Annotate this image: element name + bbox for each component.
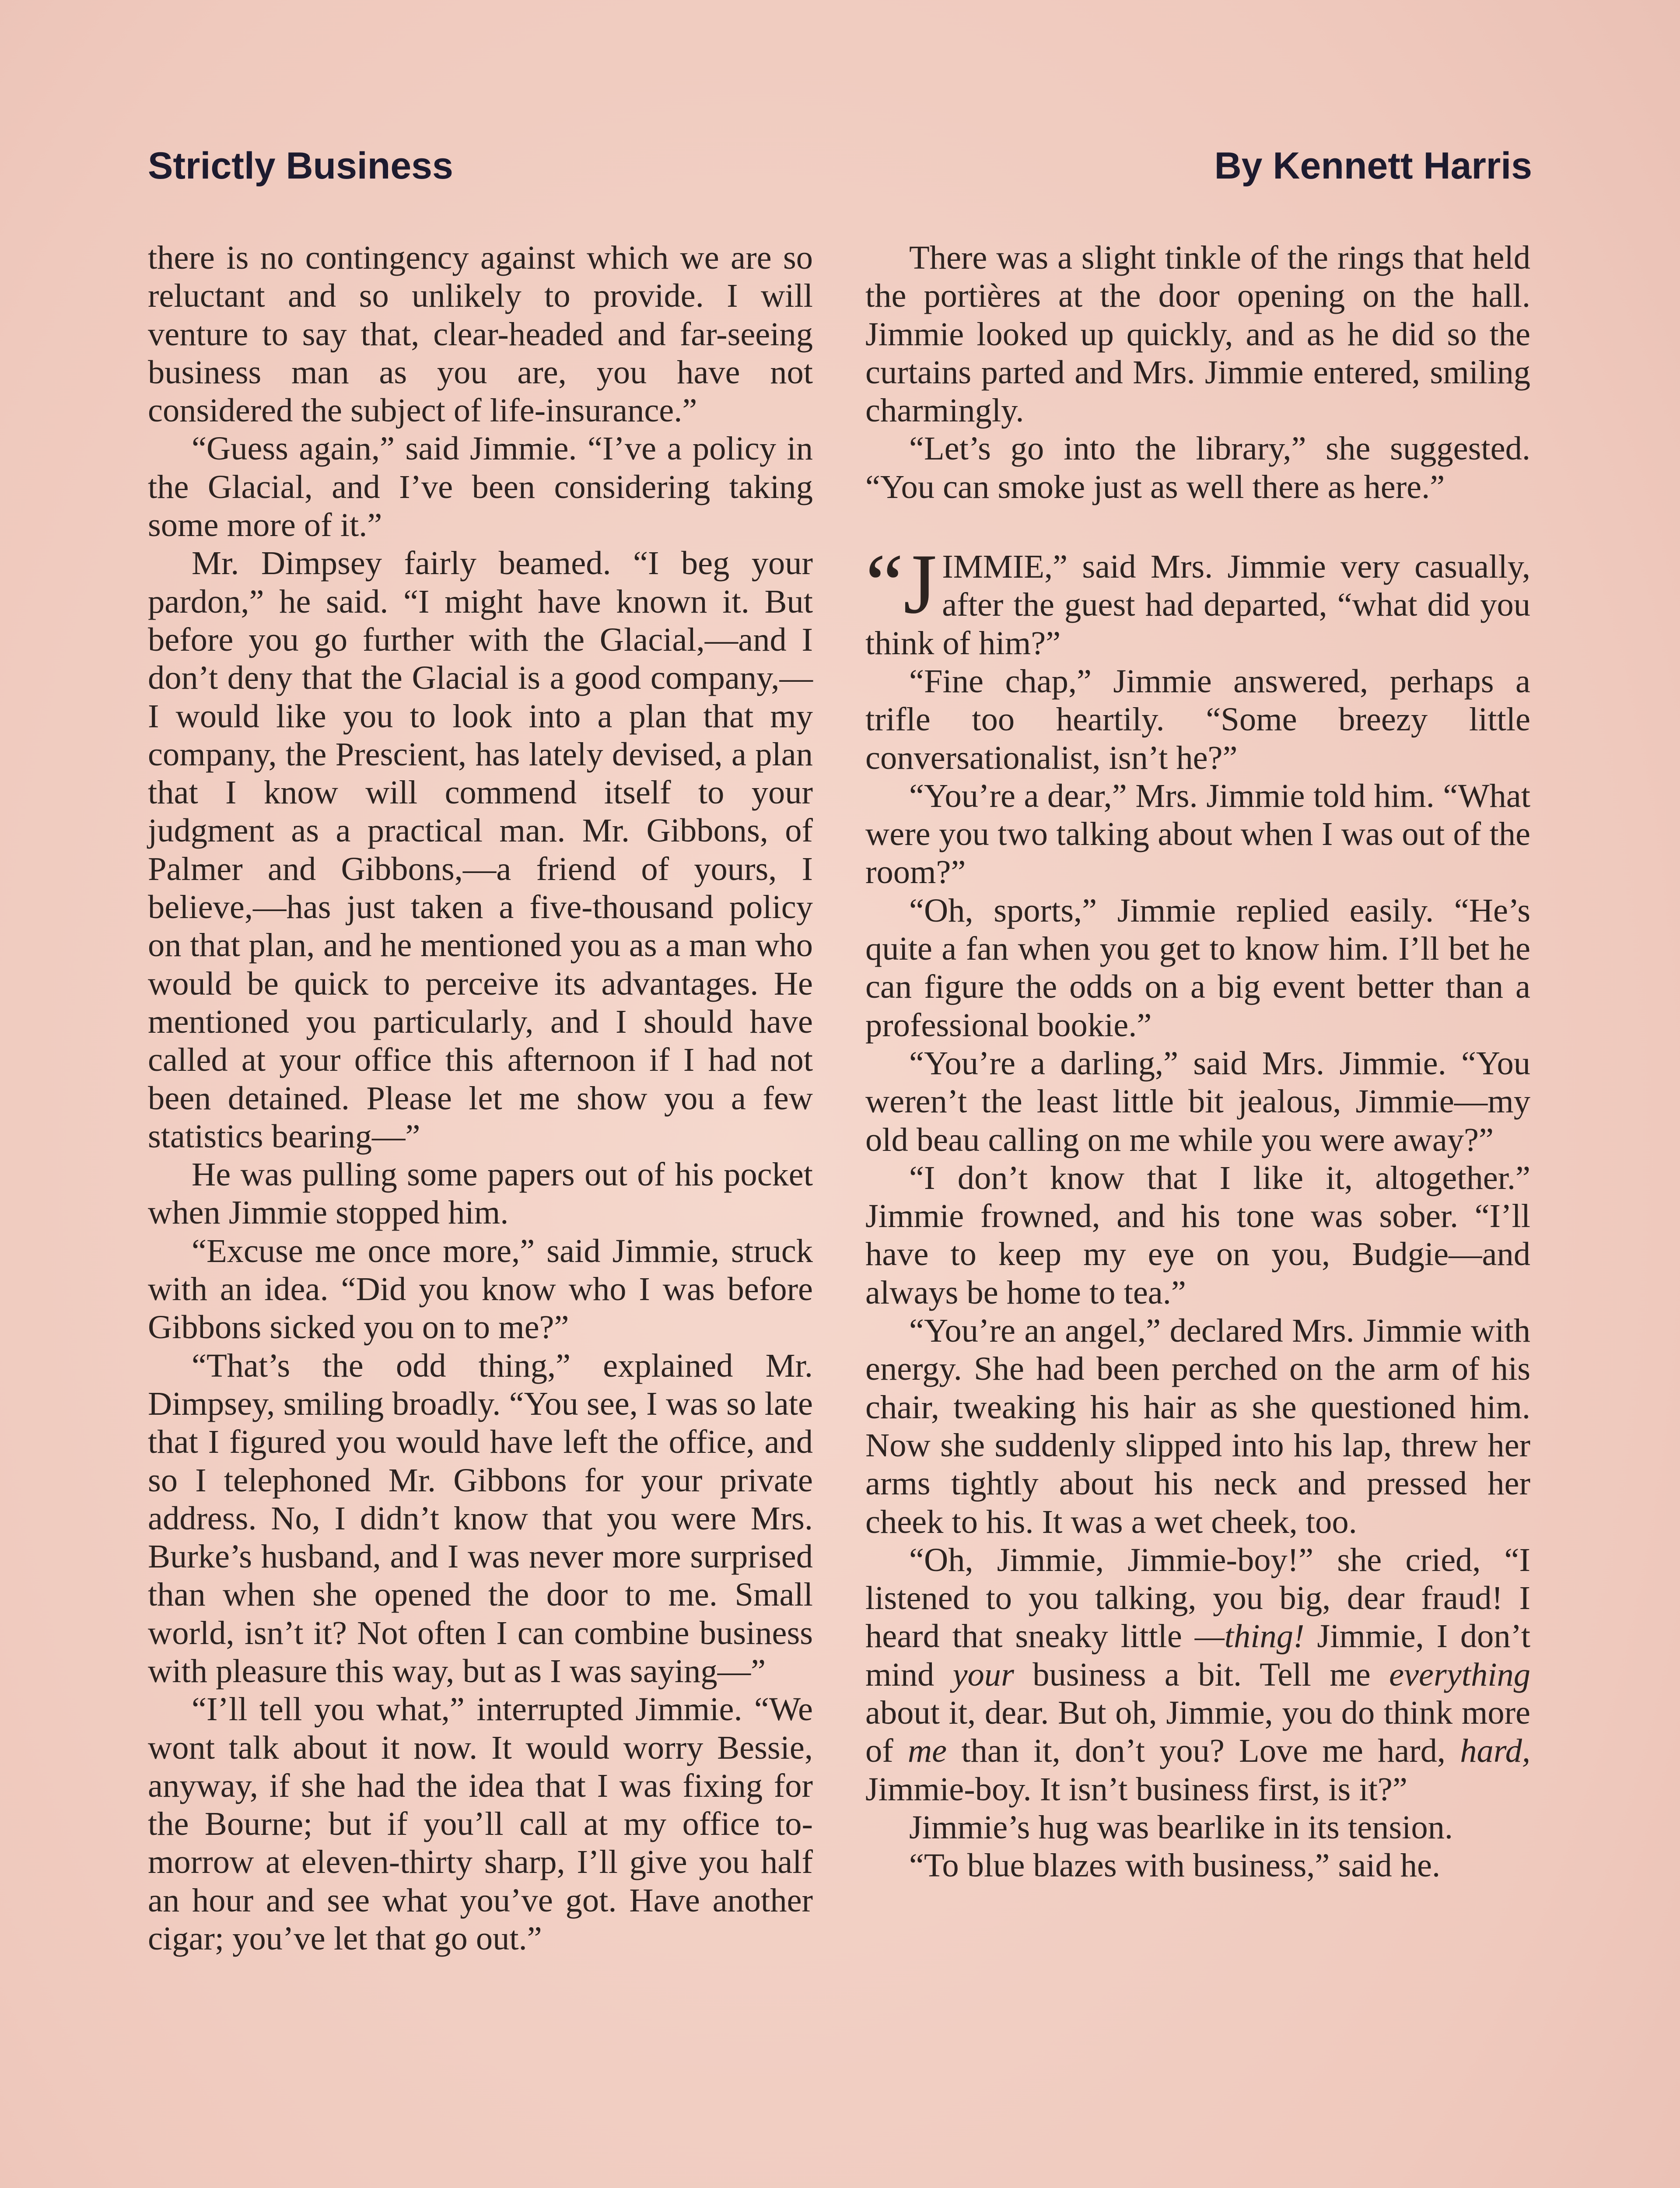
paragraph: there is no contingency against which we are so reluctant and so unlikely to provide. I will venture to say that, clear-headed and far-seeing business man as you are, you have not considered the subject of life-insurance.” <box>148 239 813 429</box>
paragraph: “You’re an angel,” declared Mrs. Jimmie with energy. She had been perched on the arm of his chair, tweaking his hair as she questioned him. Now she suddenly slipped into his lap, threw her arms tightly about his neck and pressed her cheek to his. It was a wet cheek, too. <box>865 1312 1530 1540</box>
text-run: business a bit. Tell me <box>1014 1655 1390 1693</box>
section-opening-text: IMMIE,” said Mrs. Jimmie very casually, after the guest had departed, “what did you think of him?” <box>865 548 1530 662</box>
text-columns <box>148 238 1532 2188</box>
paragraph: “You’re a dear,” Mrs. Jimmie told him. “What were you two talking about when I was out of the room?” <box>865 777 1530 891</box>
paragraph: “Guess again,” said Jimmie. “I’ve a policy in the Glacial, and I’ve been considering taking some more of it.” <box>148 430 813 544</box>
italic-run: me <box>907 1732 947 1770</box>
story-author: By Kennett Harris <box>1214 145 1532 187</box>
right-column <box>865 238 1530 1884</box>
text-run: about it, dear. But oh, Jimmie, you do think more of <box>865 1694 1530 1770</box>
paragraph: “Excuse me once more,” said Jimmie, struck with an idea. “Did you know who I was before Gibbons sicked you on to me?” <box>148 1232 813 1346</box>
paragraph: “You’re a darling,” said Mrs. Jimmie. “You weren’t the least little bit jealous, Jimmie—my old beau calling on me while you were away?” <box>865 1044 1530 1158</box>
paragraph: “Fine chap,” Jimmie answered, perhaps a trifle too heartily. “Some breezy little conversationalist, isn’t he?” <box>865 662 1530 776</box>
paragraph: “I’ll tell you what,” interrupted Jimmie. “We wont talk about it now. It would worry Bessie, anyway, if she had the idea that I was fixing for the Bourne; but if you’ll call at my office to-morrow at eleven-thirty sharp, I’ll give you half an hour and see what you’ve got. Have another cigar; you’ve let that go out.” <box>148 1690 813 1957</box>
italic-run: your <box>952 1655 1014 1693</box>
story-title: Strictly Business <box>148 145 453 187</box>
paragraph: “Oh, sports,” Jimmie replied easily. “He’s quite a fan when you get to know him. I’ll bet he can figure the odds on a big event better than a professional bookie.” <box>865 891 1530 1044</box>
left-column <box>148 238 813 1957</box>
paragraph: “That’s the odd thing,” explained Mr. Dimpsey, smiling broadly. “You see, I was so late that I figured you would have left the office, and so I telephoned Mr. Gibbons for your private address. No, I didn’t know that you were Mrs. Burke’s husband, and I was never more surprised than when she opened the door to me. Small world, isn’t it? Not often I can combine business with pleasure this way, but as I was saying—” <box>148 1346 813 1690</box>
paragraph: Jimmie’s hug was bearlike in its tension. <box>909 1808 1453 1846</box>
italic-run: hard, <box>1460 1732 1530 1770</box>
paragraph: “To blue blazes with business,” said he. <box>909 1847 1441 1884</box>
paragraph: “I don’t know that I like it, altogether.” Jimmie frowned, and his tone was sober. “I’ll have to keep my eye on you, Budgie—and always be home to tea.” <box>865 1159 1530 1311</box>
paragraph: “Let’s go into the library,” she suggested. “You can smoke just as well there as here.” <box>865 430 1530 505</box>
section-opening-paragraph <box>865 536 1530 662</box>
drop-cap: “J <box>865 536 937 632</box>
paragraph: He was pulling some papers out of his pocket when Jimmie stopped him. <box>148 1156 813 1231</box>
paragraph: Mr. Dimpsey fairly beamed. “I beg your pardon,” he said. “I might have known it. But before you go further with the Glacial,—and I don’t deny that the Glacial is a good company,—I would like you to look into a plan that my company, the Prescient, has lately devised, a plan that I know will commend itself to your judgment as a practical man. Mr. Gibbons, of Palmer and Gibbons,—a friend of yours, I believe,—has just taken a five-thousand policy on that plan, and he mentioned you as a man who would be quick to perceive its advantages. He mentioned you particularly, and I should have called at your office this afternoon if I had not been detained. Please let me show you a few statistics bearing—” <box>148 544 813 1155</box>
running-header <box>148 144 1532 206</box>
italic-run: everything <box>1389 1655 1530 1693</box>
italic-run: —thing! <box>1194 1617 1305 1655</box>
paragraph: There was a slight tinkle of the rings that held the portières at the door opening on the hall. Jimmie looked up quickly, and as he did so the curtains parted and Mrs. Jimmie entered, smiling charmingly. <box>865 239 1530 429</box>
paragraph-with-italics <box>865 1541 1530 1808</box>
text-run: Jimmie-boy. It isn’t business first, is it?” <box>865 1770 1407 1808</box>
text-run: “Oh, Jimmie, Jimmie-boy!” she cried, “I listened to you talking, you big, dear fraud! I heard that sneaky little <box>865 1541 1530 1655</box>
text-run: Jimmie, I don’t mind <box>865 1617 1530 1693</box>
text-run: than it, don’t you? Love me hard, <box>947 1732 1460 1770</box>
